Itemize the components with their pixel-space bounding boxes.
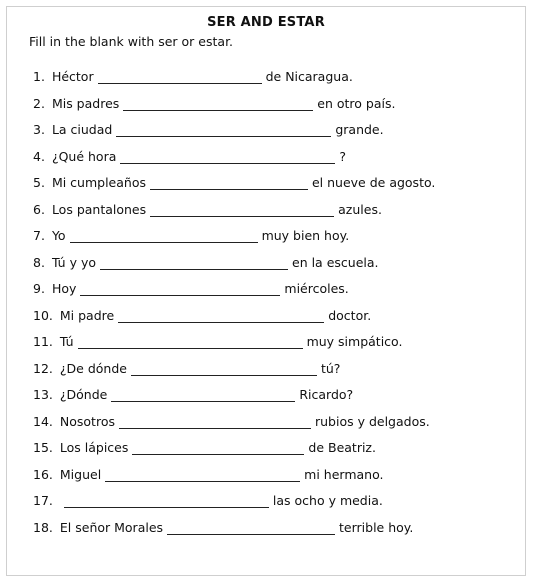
answer-blank[interactable] [131,361,317,376]
item-prompt: Tú [59,334,74,349]
item-completion: mi hermano. [304,466,384,482]
exercise-item [33,411,430,429]
item-number: 6. [33,201,45,217]
item-number: 11. [33,334,53,349]
item-number: 13. [33,387,53,402]
exercise-item [33,146,346,164]
exercise-item [33,384,353,402]
item-prompt: La ciudad [51,122,113,137]
item-number: 12. [33,360,53,376]
item-prompt: Tú y yo [51,254,96,270]
answer-blank[interactable] [150,175,308,190]
exercise-item [33,331,402,349]
exercise-item [33,93,395,111]
item-prompt: Nosotros [59,413,115,429]
answer-blank[interactable] [105,467,300,482]
item-number: 4. [33,148,45,164]
item-completion: azules. [338,201,382,217]
exercise-item [33,66,353,84]
item-completion: en la escuela. [292,254,379,270]
answer-blank[interactable] [98,69,262,84]
item-number: 10. [33,307,53,323]
item-completion: muy simpático. [306,334,403,349]
item-number: 14. [33,413,53,429]
item-completion: miércoles. [284,281,349,296]
item-completion: muy bien hoy. [261,228,350,243]
answer-blank[interactable] [119,414,311,429]
item-number: 15. [33,440,53,455]
exercise-item [33,464,384,482]
answer-blank[interactable] [118,308,324,323]
item-prompt: Mi cumpleaños [51,175,146,190]
exercise-item [33,437,376,455]
answer-blank[interactable] [150,202,334,217]
answer-blank[interactable] [70,228,258,243]
item-prompt: Hoy [51,281,77,296]
worksheet-instructions: Fill in the blank with ser or estar. [29,34,234,49]
item-prompt: ¿De dónde [59,360,127,376]
worksheet-page [6,6,526,576]
answer-blank[interactable] [123,96,313,111]
item-completion: terrible hoy. [339,519,414,535]
item-number: 5. [33,175,45,190]
item-number: 2. [33,95,45,111]
item-number: 8. [33,254,45,270]
answer-blank[interactable] [80,281,280,296]
exercise-item [33,517,413,535]
answer-blank[interactable] [132,440,304,455]
item-completion: el nueve de agosto. [311,175,436,190]
item-prompt: Héctor [51,69,94,84]
item-number: 9. [33,281,45,296]
item-completion: de Beatriz. [308,440,376,455]
item-completion: rubios y delgados. [314,413,430,429]
answer-blank[interactable] [64,493,269,508]
item-prompt: Los lápices [59,440,129,455]
item-number: 16. [33,466,53,482]
item-completion: doctor. [328,307,372,323]
item-number: 17. [33,493,53,508]
item-prompt: Los pantalones [51,201,147,217]
item-completion: tú? [320,360,341,376]
item-completion: grande. [335,122,384,137]
item-completion: en otro país. [317,95,396,111]
item-prompt: Mis padres [51,95,120,111]
exercise-item [33,252,379,270]
worksheet-title: SER AND ESTAR [207,15,325,30]
item-completion: de Nicaragua. [265,69,353,84]
item-prompt: ¿Dónde [59,387,108,402]
answer-blank[interactable] [111,387,295,402]
exercise-item [33,490,383,508]
item-prompt: ¿Qué hora [51,148,117,164]
exercise-item [33,225,349,243]
item-prompt: El señor Morales [59,519,164,535]
exercise-item [33,172,435,190]
item-number: 1. [33,69,45,84]
answer-blank[interactable] [116,122,331,137]
item-number: 18. [33,519,53,535]
answer-blank[interactable] [78,334,303,349]
item-completion: ? [339,148,347,164]
item-prompt: Yo [51,228,66,243]
exercise-item [33,358,340,376]
item-completion: las ocho y media. [272,493,383,508]
item-number: 3. [33,122,45,137]
item-prompt: Miguel [59,466,102,482]
item-completion: Ricardo? [299,387,354,402]
answer-blank[interactable] [100,255,288,270]
exercise-item [33,278,349,296]
exercise-item [33,119,384,137]
exercise-item [33,305,371,323]
exercise-item [33,199,382,217]
item-number: 7. [33,228,45,243]
answer-blank[interactable] [167,520,335,535]
item-prompt: Mi padre [59,307,115,323]
answer-blank[interactable] [120,149,335,164]
